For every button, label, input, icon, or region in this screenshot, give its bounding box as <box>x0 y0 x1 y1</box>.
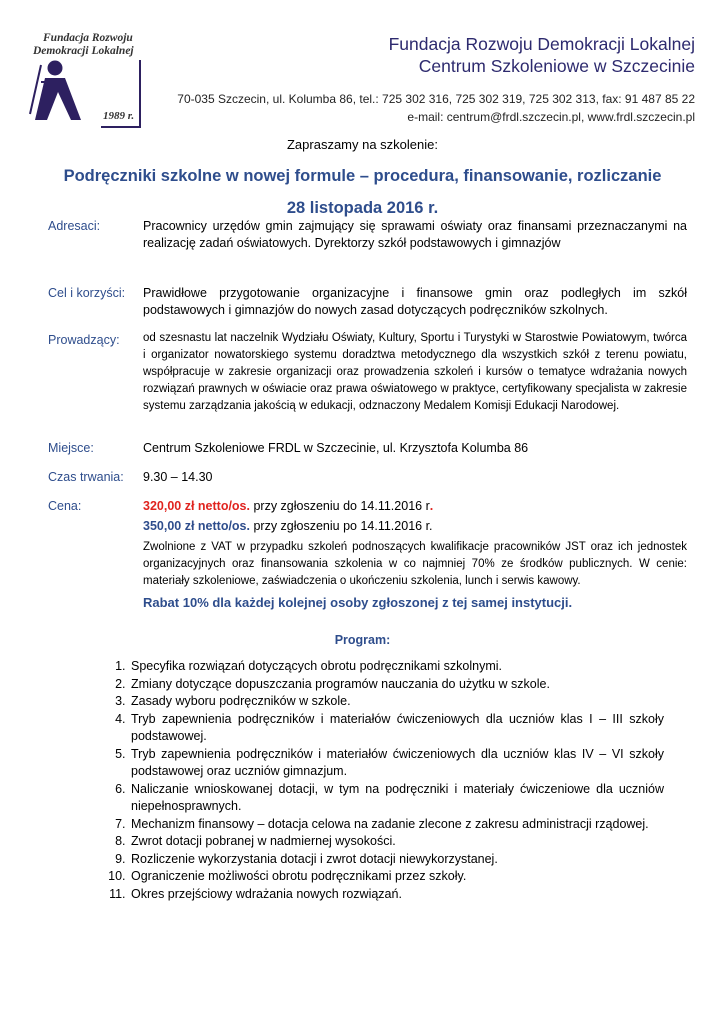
training-date: 28 listopada 2016 r. <box>286 199 439 217</box>
price-early-condition: przy zgłoszeniu do 14.11.2016 r <box>249 499 430 513</box>
training-title-text: Podręczniki szkolne w nowej formule – procedura, finansowanie, rozliczanie <box>63 167 662 185</box>
field-label: Miejsce: <box>48 441 94 455</box>
field-value: 9.30 – 14.30 <box>143 470 213 484</box>
training-title <box>0 160 725 224</box>
price-early <box>143 498 687 515</box>
frdl-logo <box>25 30 150 128</box>
field-value: Pracownicy urzędów gmin zajmujący się sprawami oświaty oraz finansami przeznaczanymi na realizację zadań oświatowych. Dyrektorzy szkół podstawowych i gimnazjów <box>143 219 687 250</box>
field-value: Centrum Szkoleniowe FRDL w Szczecinie, ul. Krzysztofa Kolumba 86 <box>143 441 529 455</box>
program-item: 5. Tryb zapewnienia podręczników i materiałów ćwiczeniowych dla uczniów klas IV – VI szkoły podstawowej oraz uczniów gimnazjum. <box>129 746 664 781</box>
logo-border-horizontal <box>101 126 141 128</box>
program-item: 10. Ograniczenie możliwości obrotu podręcznikami przez szkoły. <box>129 868 664 886</box>
program-item: 7. Mechanizm finansowy – dotacja celowa na zadanie zlecone z zakresu administracji rządowej. <box>129 816 664 834</box>
logo-text-line2: Demokracji Lokalnej <box>33 45 134 57</box>
vat-note: Zwolnione z VAT w przypadku szkoleń podnoszących kwalifikacje pracowników JST oraz ich jednostek organizacyjnych oraz finansowania szkolenia w co najmniej 70% ze środków publicznych. W cenie: materiały szkoleniowe, zaświadczenia o ukończeniu szkolenia, lunch i serwis kawowy. <box>143 541 687 587</box>
price-late <box>143 518 687 535</box>
price-late-amount: 350,00 zł netto/os. <box>143 519 250 533</box>
org-unit: Centrum Szkoleniowe w Szczecinie <box>418 56 695 76</box>
invitation-text: Zapraszamy na szkolenie: <box>286 137 438 152</box>
field-cena <box>48 498 687 628</box>
contact-info <box>177 90 695 126</box>
org-header <box>389 33 695 77</box>
program-item: 1. Specyfika rozwiązań dotyczących obrotu podręcznikami szkolnymi. <box>129 658 664 676</box>
logo-text-line1: Fundacja Rozwoju <box>43 32 133 44</box>
field-label: Adresaci: <box>48 219 101 233</box>
walking-figure-icon <box>25 60 105 126</box>
program-list <box>104 658 664 903</box>
field-label: Czas trwania: <box>48 470 124 484</box>
program-item: 11. Okres przejściowy wdrażania nowych rozwiązań. <box>129 886 664 904</box>
price-block <box>143 498 687 611</box>
contact-address: 70-035 Szczecin, ul. Kolumba 86, tel.: 725 302 316, 725 302 319, 725 302 313, fax: 91 487 85 22 <box>177 92 695 106</box>
program-item: 6. Naliczanie wnioskowanej dotacji, w tym na podręczniki i materiały ćwiczeniowe dla uczniów niepełnosprawnych. <box>129 781 664 816</box>
program-item: 9. Rozliczenie wykorzystania dotacji i zwrot dotacji niewykorzystanej. <box>129 851 664 869</box>
price-early-dot: . <box>429 499 434 513</box>
program-item: 2. Zmiany dotyczące dopuszczania programów nauczania do użytku w szkole. <box>129 676 664 694</box>
discount-note: Rabat 10% dla każdej kolejnej osoby zgłoszonej z tej samej instytucji. <box>143 595 573 610</box>
field-label: Prowadzący: <box>48 333 120 347</box>
contact-email-web[interactable]: e-mail: centrum@frdl.szczecin.pl, www.frdl.szczecin.pl <box>407 110 695 124</box>
logo-year: 1989 r. <box>103 110 135 122</box>
price-late-condition: przy zgłoszeniu po 14.11.2016 r. <box>249 519 433 533</box>
field-label: Cel i korzyści: <box>48 286 126 300</box>
org-name: Fundacja Rozwoju Demokracji Lokalnej <box>388 34 695 54</box>
program-title: Program: <box>334 633 391 647</box>
program-item: 4. Tryb zapewnienia podręczników i materiałów ćwiczeniowych dla uczniów klas I – III szkoły podstawowej. <box>129 711 664 746</box>
field-value: Prawidłowe przygotowanie organizacyjne i finansowe gmin oraz podległych im szkół podstawowych i gimnazjów do nowych zasad dotyczących podręczników szkolnych. <box>143 286 687 317</box>
program-item: 3. Zasady wyboru podręczników w szkole. <box>129 693 664 711</box>
field-label: Cena: <box>48 499 82 513</box>
logo-border-vertical <box>139 60 141 126</box>
program-item: 8. Zwrot dotacji pobranej w nadmiernej wysokości. <box>129 833 664 851</box>
price-early-amount: 320,00 zł netto/os. <box>143 499 250 513</box>
field-value: od szesnastu lat naczelnik Wydziału Oświaty, Kultury, Sportu i Turystyki w Starostwie Powiatowym, twórca i organizator nowatorskiego systemu doradztwa metodycznego dla wszystkich szkół z terenu powiatu, współpracuje w zakresie organizacji oraz prowadzenia szkoleń i kursów o tematyce wdrażania nowych rozwiązań prawnych w oświacie oraz prawa oświatowego w praktyce, certyfikowany specjalista w zakresie systemu zarządzania jakością w edukacji, odznaczony Medalem Komisji Edukacji Narodowej. <box>143 332 687 412</box>
